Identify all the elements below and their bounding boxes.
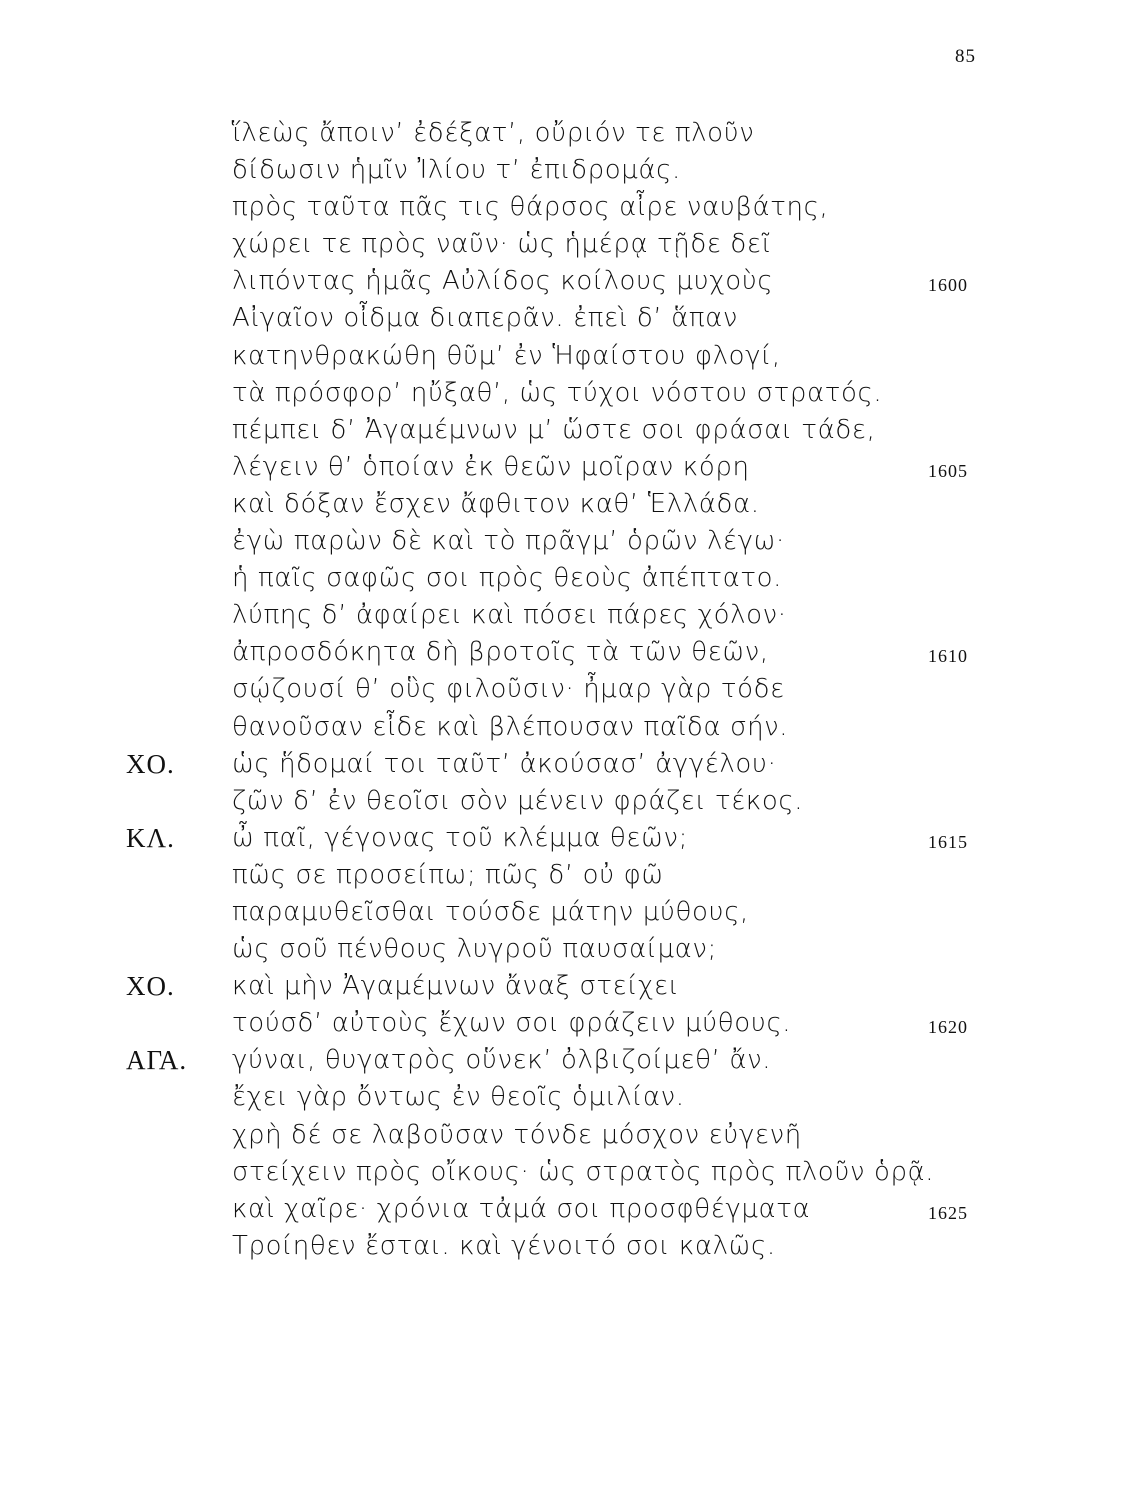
verse-line <box>0 1191 1148 1228</box>
verse-text: σῴζουσί θ’ οὓς φιλοῦσιν· ἦμαρ γὰρ τόδε <box>232 674 785 705</box>
verse-line <box>0 560 1148 597</box>
verse-text: ἀπροσδόκητα δὴ βροτοῖς τὰ τῶν θεῶν, <box>232 637 769 668</box>
verse-text: χρὴ δέ σε λαβοῦσαν τόνδε μόσχον εὐγενῆ <box>232 1119 802 1150</box>
verse-text: καὶ χαῖρε· χρόνια τἀμά σοι προσφθέγματα <box>232 1193 811 1224</box>
verse-line <box>0 597 1148 634</box>
verse-text: Αἰγαῖον οἶδμα διαπερᾶν. ἐπεὶ δ’ ἅπαν <box>232 303 738 334</box>
verse-text: ὦ παῖ, γέγονας τοῦ κλέμμα θεῶν; <box>232 822 688 853</box>
verse-text: παραμυθεῖσθαι τούσδε μάτην μύθους, <box>232 896 749 927</box>
verse-text: κατηνθρακώθη θῦμ’ ἐν Ἡφαίστου φλογί, <box>232 340 781 371</box>
verse-line <box>0 152 1148 189</box>
verse-line <box>0 1154 1148 1191</box>
verse-line <box>0 1005 1148 1042</box>
verse-line <box>0 338 1148 375</box>
verse-line <box>0 486 1148 523</box>
speaker-label: ΚΛ. <box>126 822 175 853</box>
verse-line <box>0 746 1148 783</box>
verse-text: ἔχει γὰρ ὄντως ἐν θεοῖς ὁμιλίαν. <box>232 1082 685 1113</box>
verse-line <box>0 300 1148 337</box>
verse-line <box>0 783 1148 820</box>
verse-line <box>0 671 1148 708</box>
verse-text: γύναι, θυγατρὸς οὕνεκ’ ὀλβιζοίμεθ’ ἄν. <box>232 1045 772 1076</box>
verse-text: πέμπει δ’ Ἀγαμέμνων μ’ ὥστε σοι φράσαι τάδε, <box>232 414 876 445</box>
verse-block <box>0 115 1148 1265</box>
line-number: 1625 <box>928 1202 968 1223</box>
verse-text: τὰ πρόσφορ’ ηὔξαθ’, ὡς τύχοι νόστου στρατός. <box>232 377 883 408</box>
verse-line <box>0 857 1148 894</box>
line-number: 1610 <box>928 646 968 667</box>
verse-line <box>0 226 1148 263</box>
speaker-label: ΑΓΑ. <box>126 1045 188 1076</box>
verse-line <box>0 634 1148 671</box>
verse-text: ὡς ἥδομαί τοι ταῦτ’ ἀκούσασ’ ἀγγέλου· <box>232 748 777 779</box>
verse-text: καὶ μὴν Ἀγαμέμνων ἄναξ στείχει <box>232 971 680 1002</box>
verse-text: Τροίηθεν ἔσται. καὶ γένοιτό σοι καλῶς. <box>232 1230 776 1261</box>
verse-line <box>0 412 1148 449</box>
verse-text: πρὸς ταῦτα πᾶς τις θάρσος αἶρε ναυβάτης, <box>232 192 829 223</box>
verse-text: ὡς σοῦ πένθους λυγροῦ παυσαίμαν; <box>232 934 717 965</box>
verse-text: θανοῦσαν εἶδε καὶ βλέπουσαν παῖδα σήν. <box>232 711 789 742</box>
verse-text: στείχειν πρὸς οἴκους· ὡς στρατὸς πρὸς πλοῦν ὁρᾷ. <box>232 1156 935 1187</box>
verse-text: λέγειν θ’ ὁποίαν ἐκ θεῶν μοῖραν κόρη <box>232 451 750 482</box>
verse-text: λύπης δ’ ἀφαίρει καὶ πόσει πάρες χόλον· <box>232 600 787 631</box>
line-number: 1615 <box>928 831 968 852</box>
verse-line <box>0 1079 1148 1116</box>
verse-line <box>0 820 1148 857</box>
line-number: 1605 <box>928 460 968 481</box>
verse-line <box>0 968 1148 1005</box>
verse-text: ζῶν δ’ ἐν θεοῖσι σὸν μένειν φράζει τέκος. <box>232 785 804 816</box>
verse-line <box>0 1228 1148 1265</box>
verse-line <box>0 931 1148 968</box>
verse-text: ἡ παῖς σαφῶς σοι πρὸς θεοὺς ἀπέπτατο. <box>232 563 782 594</box>
verse-text: τούσδ’ αὐτοὺς ἔχων σοι φράζειν μύθους. <box>232 1008 792 1039</box>
line-number: 1620 <box>928 1017 968 1038</box>
verse-line <box>0 189 1148 226</box>
page-number: 85 <box>955 46 976 67</box>
verse-text: λιπόντας ἡμᾶς Αὐλίδος κοίλους μυχοὺς <box>232 266 774 297</box>
speaker-label: ΧΟ. <box>126 971 175 1002</box>
verse-text: ἐγὼ παρὼν δὲ καὶ τὸ πρᾶγμ’ ὁρῶν λέγω· <box>232 526 785 557</box>
verse-line <box>0 894 1148 931</box>
verse-line <box>0 709 1148 746</box>
speaker-label: ΧΟ. <box>126 748 175 779</box>
verse-line <box>0 115 1148 152</box>
verse-line <box>0 375 1148 412</box>
verse-text: δίδωσιν ἡμῖν Ἰλίου τ’ ἐπιδρομάς. <box>232 155 681 186</box>
verse-text: πῶς σε προσείπω; πῶς δ’ οὐ φῶ <box>232 859 664 890</box>
verse-text: καὶ δόξαν ἔσχεν ἄφθιτον καθ’ Ἑλλάδα. <box>232 488 760 519</box>
verse-text: ἵλεὼς ἄποιν’ ἐδέξατ’, οὔριόν τε πλοῦν <box>232 118 755 148</box>
verse-text: χώρει τε πρὸς ναῦν· ὡς ἡμέρᾳ τῇδε δεῖ <box>232 229 771 260</box>
verse-line <box>0 449 1148 486</box>
verse-line <box>0 523 1148 560</box>
verse-line <box>0 1042 1148 1079</box>
line-number: 1600 <box>928 275 968 296</box>
verse-line <box>0 263 1148 300</box>
verse-line <box>0 1117 1148 1154</box>
